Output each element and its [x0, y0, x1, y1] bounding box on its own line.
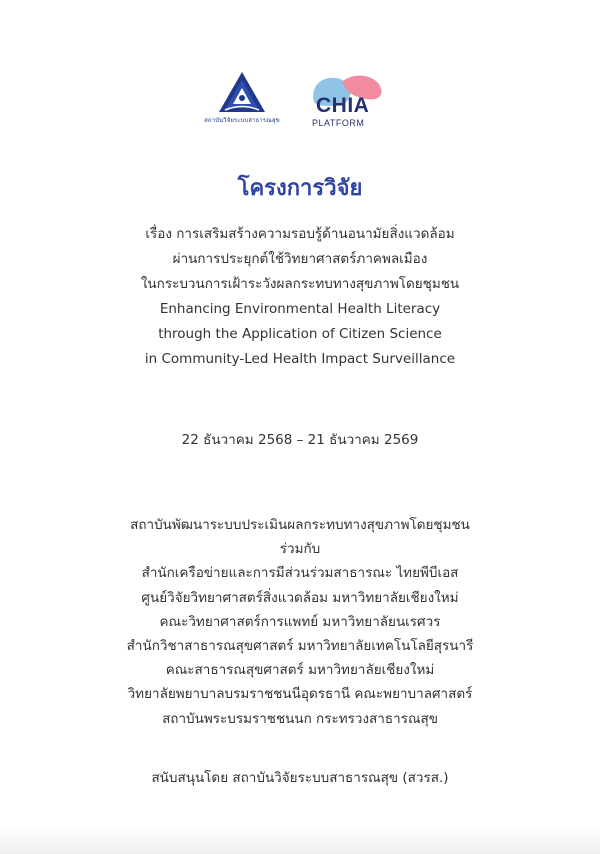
page-bottom-edge — [0, 826, 600, 854]
title-line: เรื่อง การเสริมสร้างความรอบรู้ด้านอนามัยสิ่งแวดล้อม — [145, 226, 455, 242]
project-heading: โครงการวิจัย — [237, 176, 363, 201]
organization-line: คณะวิทยาศาสตร์การแพทย์ มหาวิทยาลัยนเรศวร — [159, 613, 441, 630]
chia-platform-logo — [308, 72, 390, 132]
organizations-list — [0, 513, 600, 731]
title-line: through the Application of Citizen Science — [158, 326, 442, 342]
organization-line: คณะสาธารณสุขศาสตร์ มหาวิทยาลัยเชียงใหม่ — [165, 662, 435, 679]
organization-line: ร่วมกับ — [279, 541, 321, 558]
chia-logo-subtitle: PLATFORM — [312, 118, 365, 128]
project-dates: 22 ธันวาคม 2568 – 21 ธันวาคม 2569 — [181, 432, 419, 448]
title-line: ในกระบวนการเฝ้าระวังผลกระทบทางสุขภาพโดยชุมชน — [140, 276, 460, 292]
organization-line: ศูนย์วิจัยวิทยาศาสตร์สิ่งแวดล้อม มหาวิทยาลัยเชียงใหม่ — [141, 589, 459, 606]
organization-line: สำนักเครือข่ายและการมีส่วนร่วมสาธารณะ ไทยพีบีเอส — [141, 565, 459, 582]
hsri-logo — [202, 70, 282, 134]
title-line: ผ่านการประยุกต์ใช้วิทยาศาสตร์ภาคพลเมือง — [172, 251, 428, 267]
title-line: Enhancing Environmental Health Literacy — [159, 301, 441, 317]
chia-logo-word: CHIA — [316, 94, 370, 117]
project-title — [0, 222, 600, 372]
organization-line: สถาบันพัฒนาระบบประเมินผลกระทบทางสุขภาพโดยชุมชน — [130, 517, 470, 533]
organization-line: สถาบันพระบรมราชชนนก กระทรวงสาธารณสุข — [162, 710, 438, 727]
hsri-emblem-icon — [217, 70, 267, 114]
organization-line: สำนักวิชาสาธารณสุขศาสตร์ มหาวิทยาลัยเทคโนโลยีสุรนารี — [126, 638, 474, 655]
funding-statement: สนับสนุนโดย สถาบันวิจัยระบบสาธารณสุข (สวรส.) — [151, 770, 449, 786]
title-line: in Community-Led Health Impact Surveillance — [144, 351, 456, 367]
organization-line: วิทยาลัยพยาบาลบรมราชชนนีอุดรธานี คณะพยาบาลศาสตร์ — [127, 686, 473, 703]
logo-row — [0, 66, 600, 136]
hsri-logo-caption: สถาบันวิจัยระบบสาธารณสุข — [204, 117, 280, 124]
